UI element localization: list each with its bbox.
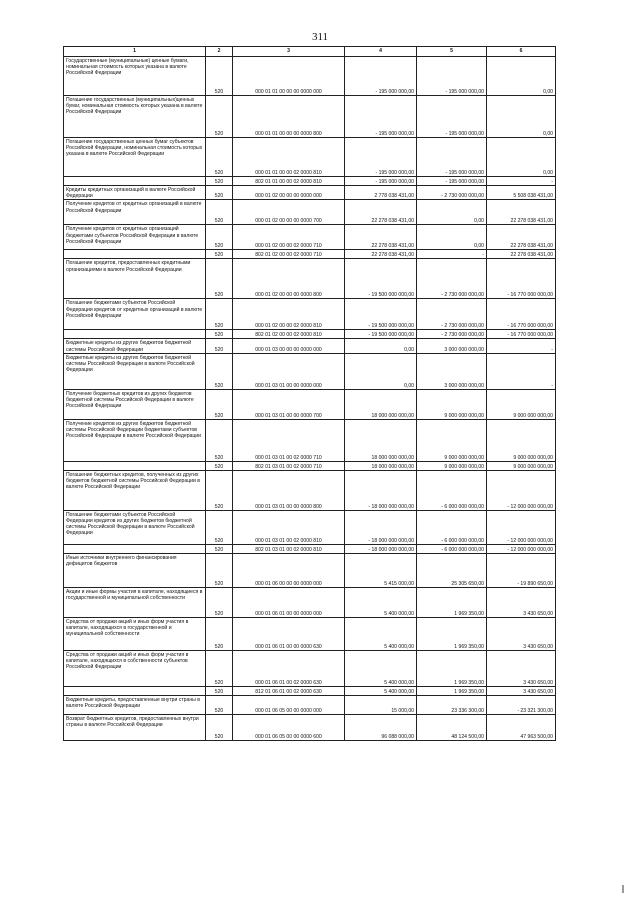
row-code: 520 [206,510,233,544]
row-name [64,544,206,553]
row-value-col4: 15 000,00 [345,695,417,714]
row-kbk: 802 01 02 00 00 02 0000 710 [233,250,345,259]
row-kbk: 000 01 06 05 00 00 0000 000 [233,695,345,714]
row-value-col5: - 2 730 000 000,00 [417,330,487,339]
table-row [64,259,556,299]
page-number: 311 [311,31,329,43]
table-body [64,57,556,741]
row-name: Государственные (муниципальные) ценные бумаги, номинальная стоимость которых указана в валюте Российской Федерации [64,57,206,96]
row-kbk: 000 01 03 01 00 00 0000 000 [233,353,345,389]
row-code: 520 [206,544,233,553]
header-col-4: 4 [345,47,417,57]
table-row [64,299,556,330]
row-value-col4: 5 400 000,00 [345,587,417,617]
row-value-col6: 9 000 000 000,00 [487,419,556,461]
header-col-6: 6 [487,47,556,57]
row-code: 520 [206,714,233,740]
row-value-col6: 9 000 000 000,00 [487,461,556,470]
row-kbk: 000 01 03 01 00 00 0000 700 [233,389,345,419]
margin-mark [622,885,624,893]
row-value-col6: 0,00 [487,57,556,96]
row-kbk: 000 01 02 00 00 02 0000 710 [233,225,345,250]
table-row [64,389,556,419]
row-kbk: 802 01 03 01 00 02 0000 810 [233,544,345,553]
row-kbk: 000 01 06 01 00 02 0000 630 [233,650,345,686]
row-name: Получение кредитов от кредитных организаций в валюте Российской Федерации [64,200,206,225]
table-row [64,339,556,353]
row-value-col6: 47 963 500,00 [487,714,556,740]
row-kbk: 000 01 01 00 00 00 0000 000 [233,57,345,96]
table-row [64,138,556,177]
row-code: 520 [206,617,233,650]
row-value-col6: 3 430 650,00 [487,587,556,617]
table-row [64,470,556,510]
table-row [64,57,556,96]
row-value-col5: 1 969 350,00 [417,686,487,695]
row-kbk: 000 01 03 01 00 02 0000 710 [233,419,345,461]
row-value-col6: - [487,177,556,186]
row-value-col5: - 2 730 000 000,00 [417,299,487,330]
row-name: Погашение государственных (муниципальных)ценных бумаг, номинальная стоимость которых указана в валюте Российской Федерации [64,96,206,138]
row-kbk: 000 01 06 00 00 00 0000 000 [233,553,345,587]
row-code: 520 [206,419,233,461]
row-value-col5: 0,00 [417,225,487,250]
row-value-col6: 3 430 650,00 [487,686,556,695]
row-kbk: 802 01 02 00 00 02 0000 810 [233,330,345,339]
row-kbk: 802 01 01 00 00 02 0000 810 [233,177,345,186]
row-value-col5: 1 969 350,00 [417,617,487,650]
row-value-col6: 3 430 650,00 [487,650,556,686]
row-name: Бюджетные кредиты из других бюджетов бюджетной системы Российской Федерации в валюте Российской Федерации [64,353,206,389]
row-code: 520 [206,186,233,200]
row-value-col6: - 19 890 650,00 [487,553,556,587]
header-col-5: 5 [417,47,487,57]
row-name: Получение кредитов от кредитных организаций бюджетами субъектов Российской Федерации в валюте Российской Федерации [64,225,206,250]
budget-sources-table [63,46,556,741]
row-value-col6: - 23 321 300,00 [487,695,556,714]
table-row [64,461,556,470]
table-row [64,186,556,200]
row-value-col6: - [487,353,556,389]
table-row [64,510,556,544]
row-code: 520 [206,330,233,339]
table-row [64,200,556,225]
table-header-row [64,47,556,57]
row-value-col4: - 195 000 000,00 [345,138,417,177]
table-row [64,617,556,650]
row-value-col4: 22 278 038 431,00 [345,250,417,259]
row-value-col4: 0,00 [345,339,417,353]
row-code: 520 [206,299,233,330]
row-name: Получение бюджетных кредитов из других бюджетов бюджетной системы Российской Федерации в валюте Российской Федерации [64,389,206,419]
row-code: 520 [206,225,233,250]
row-value-col6: 3 430 650,00 [487,617,556,650]
row-value-col4: 5 400 000,00 [345,686,417,695]
table-row [64,353,556,389]
row-kbk: 000 01 03 01 00 02 0000 810 [233,510,345,544]
row-value-col6: 9 000 000 000,00 [487,389,556,419]
row-value-col5: 48 124 500,00 [417,714,487,740]
row-value-col6: - 16 770 000 000,00 [487,259,556,299]
row-value-col4: - 19 500 000 000,00 [345,299,417,330]
row-value-col4: - 19 500 000 000,00 [345,330,417,339]
row-value-col5: 9 000 000 000,00 [417,389,487,419]
row-code: 520 [206,695,233,714]
row-code: 520 [206,461,233,470]
table-row [64,177,556,186]
row-value-col5: 23 336 300,00 [417,695,487,714]
row-value-col6: 22 278 038 431,00 [487,200,556,225]
row-value-col6: - 12 000 000 000,00 [487,510,556,544]
row-name: Погашение кредитов, предоставленных кредитными организациями в валюте Российской Федерации [64,259,206,299]
row-code: 520 [206,650,233,686]
row-name: Иные источники внутреннего финансирования дефицитов бюджетов [64,553,206,587]
row-kbk: 000 01 02 00 00 00 0000 000 [233,186,345,200]
row-value-col4: - 195 000 000,00 [345,96,417,138]
row-value-col5: 1 969 350,00 [417,587,487,617]
row-value-col4: 22 278 038 431,00 [345,200,417,225]
row-kbk: 000 01 03 01 00 00 0000 800 [233,470,345,510]
row-value-col4: 18 000 000 000,00 [345,419,417,461]
row-name: Средства от продажи акций и иных форм участия в капитале, находящихся в государственной и муниципальной собственности [64,617,206,650]
row-value-col5: 3 000 000 000,00 [417,353,487,389]
row-value-col5: - 195 000 000,00 [417,138,487,177]
table-row [64,250,556,259]
row-name: Кредиты кредитных организаций в валюте Российской Федерации [64,186,206,200]
row-kbk: 000 01 01 00 00 00 0000 800 [233,96,345,138]
row-value-col4: 5 400 000,00 [345,617,417,650]
row-value-col5: - 2 730 000 000,00 [417,186,487,200]
row-value-col4: 5 400 000,00 [345,650,417,686]
row-value-col5: - 6 000 000 000,00 [417,470,487,510]
row-kbk: 812 01 06 01 00 02 0000 630 [233,686,345,695]
row-name: Погашение бюджетами субъектов Российской Федерации кредитов от кредитных организаций в валюте Российской Федерации [64,299,206,330]
row-kbk: 000 01 01 00 00 02 0000 810 [233,138,345,177]
row-name: Погашение государственных ценных бумаг субъектов Российской Федерации, номинальная стоимость которых указана в валюте Российской Федерации [64,138,206,177]
row-name: Погашение бюджетами субъектов Российской Федерации кредитов из других бюджетов бюджетной системы Российской Федерации в валюте Российской Федерации [64,510,206,544]
header-col-3: 3 [233,47,345,57]
row-value-col6: 0,00 [487,138,556,177]
row-value-col5: - 195 000 000,00 [417,177,487,186]
row-code: 520 [206,177,233,186]
row-code: 520 [206,259,233,299]
row-value-col6: 22 278 038 431,00 [487,225,556,250]
row-value-col4: 18 000 000 000,00 [345,389,417,419]
row-code: 520 [206,389,233,419]
row-kbk: 000 01 02 00 00 02 0000 810 [233,299,345,330]
row-value-col5: - [417,250,487,259]
table-row [64,419,556,461]
table-row [64,686,556,695]
row-code: 520 [206,57,233,96]
row-value-col4: - 195 000 000,00 [345,177,417,186]
row-value-col6: - 16 770 000 000,00 [487,299,556,330]
row-value-col5: - 195 000 000,00 [417,96,487,138]
header-col-2: 2 [206,47,233,57]
row-value-col4: 5 415 000,00 [345,553,417,587]
row-value-col4: - 18 000 000 000,00 [345,544,417,553]
row-value-col6: - 12 000 000 000,00 [487,544,556,553]
row-value-col5: 9 000 000 000,00 [417,461,487,470]
row-value-col4: 0,00 [345,353,417,389]
table-row [64,330,556,339]
row-code: 520 [206,587,233,617]
row-value-col5: - 2 730 000 000,00 [417,259,487,299]
row-name [64,330,206,339]
row-name [64,686,206,695]
row-value-col5: - 6 000 000 000,00 [417,510,487,544]
row-name [64,461,206,470]
row-name [64,177,206,186]
table-row [64,553,556,587]
row-value-col4: 96 088 000,00 [345,714,417,740]
row-kbk: 000 01 06 01 00 00 0000 630 [233,617,345,650]
row-code: 520 [206,470,233,510]
row-name: Бюджетные кредиты из других бюджетов бюджетной системы Российской Федерации [64,339,206,353]
table-row [64,96,556,138]
row-kbk: 802 01 03 01 00 02 0000 710 [233,461,345,470]
row-value-col6: 0,00 [487,96,556,138]
row-code: 520 [206,553,233,587]
row-kbk: 000 01 06 01 00 00 0000 000 [233,587,345,617]
row-code: 520 [206,686,233,695]
row-value-col4: 18 000 000 000,00 [345,461,417,470]
row-value-col5: 1 969 350,00 [417,650,487,686]
table-row [64,650,556,686]
row-name [64,250,206,259]
table-row [64,544,556,553]
row-value-col5: 25 305 650,00 [417,553,487,587]
row-code: 520 [206,250,233,259]
row-value-col6: - 16 770 000 000,00 [487,330,556,339]
table-row [64,714,556,740]
row-code: 520 [206,138,233,177]
row-name: Акции и иные формы участия в капитале, находящиеся в государственной и муниципальной собственности [64,587,206,617]
row-value-col4: - 18 000 000 000,00 [345,510,417,544]
row-value-col5: - 195 000 000,00 [417,57,487,96]
row-name: Бюджетные кредиты, предоставленные внутри страны в валюте Российской Федерации [64,695,206,714]
row-name: Возврат бюджетных кредитов, предоставленных внутри страны в валюте Российской Федерации [64,714,206,740]
row-value-col5: 9 000 000 000,00 [417,419,487,461]
row-value-col5: 3 000 000 000,00 [417,339,487,353]
row-code: 520 [206,200,233,225]
row-value-col4: - 195 000 000,00 [345,57,417,96]
row-kbk: 000 01 03 00 00 00 0000 000 [233,339,345,353]
row-value-col4: - 18 000 000 000,00 [345,470,417,510]
row-value-col4: - 19 500 000 000,00 [345,259,417,299]
row-code: 520 [206,339,233,353]
row-value-col5: 0,00 [417,200,487,225]
row-code: 520 [206,96,233,138]
row-value-col4: 2 778 038 431,00 [345,186,417,200]
row-kbk: 000 01 06 05 00 00 0000 600 [233,714,345,740]
table-row [64,695,556,714]
header-col-1: 1 [64,47,206,57]
row-value-col6: 22 278 038 431,00 [487,250,556,259]
row-value-col6: - [487,339,556,353]
table-row [64,225,556,250]
row-name: Средства от продажи акций и иных форм участия в капитале, находящихся в собственности субъектов Российской Федерации [64,650,206,686]
table-row [64,587,556,617]
row-kbk: 000 01 02 00 00 00 0000 800 [233,259,345,299]
row-name: Погашение бюджетных кредитов, полученных из других бюджетов бюджетной системы Российской Федерации в валюте Российской Федерации [64,470,206,510]
row-value-col5: - 6 000 000 000,00 [417,544,487,553]
row-name: Получение кредитов из других бюджетов бюджетной системы Российской Федерации бюджетами субъектов Российской Федерации в валюте Российской Федерации [64,419,206,461]
row-value-col4: 22 278 038 431,00 [345,225,417,250]
row-value-col6: 5 508 038 431,00 [487,186,556,200]
row-value-col6: - 12 000 000 000,00 [487,470,556,510]
row-code: 520 [206,353,233,389]
row-kbk: 000 01 02 00 00 00 0000 700 [233,200,345,225]
